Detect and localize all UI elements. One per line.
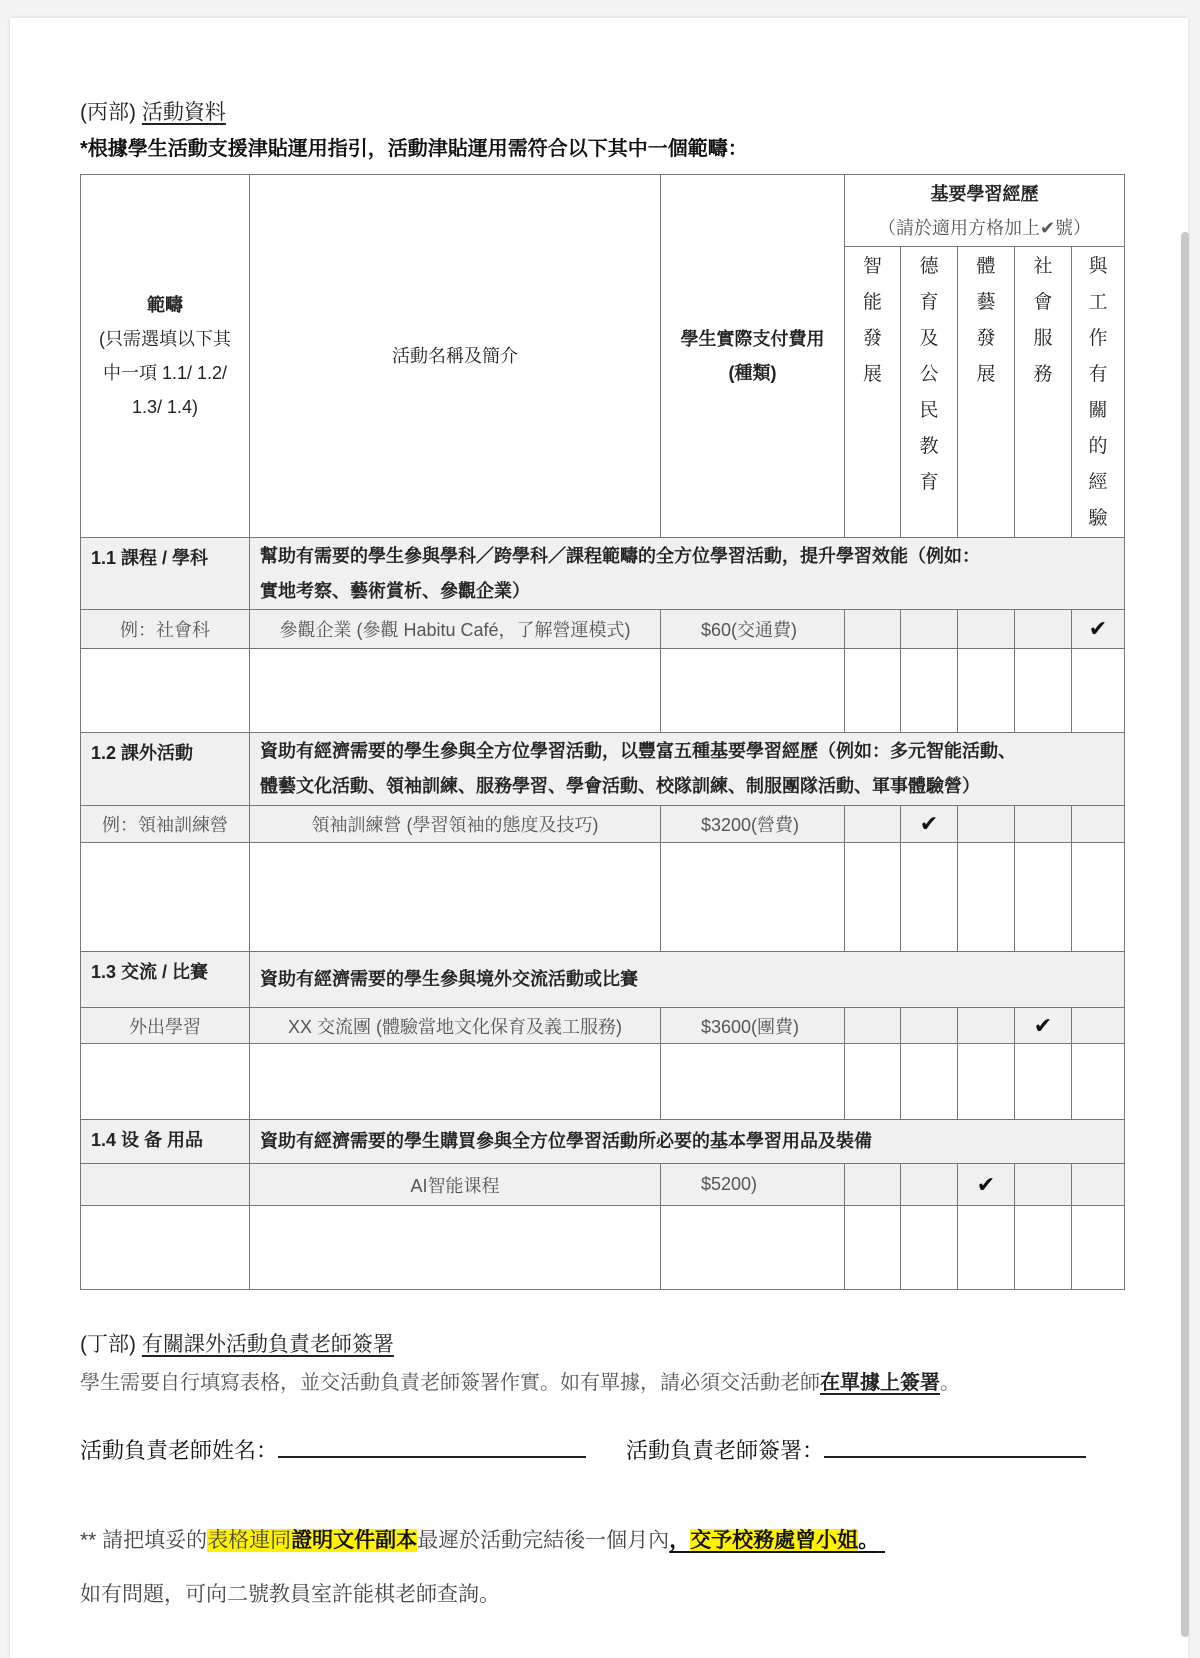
instruction-emphasis: 在單據上簽署 (820, 1372, 940, 1394)
checkbox-empty[interactable] (1072, 1008, 1125, 1044)
activity-table (80, 174, 1125, 1290)
checkbox-empty[interactable] (958, 610, 1015, 649)
experience-char: 德 (919, 256, 939, 277)
blank-cell[interactable] (845, 649, 901, 733)
blank-entry-row (81, 1206, 1125, 1290)
example-cost[interactable]: $60(交通費) (661, 610, 845, 649)
blank-cell[interactable] (845, 1044, 901, 1120)
experience-char: 民 (919, 400, 939, 421)
scrollbar[interactable] (1181, 232, 1189, 1637)
section-c-prefix: (丙部) (80, 101, 136, 124)
header-category-note: (只需選填以下其 (99, 329, 231, 349)
experience-char: 有 (1088, 364, 1108, 385)
experience-char: 藝 (976, 292, 996, 313)
checkbox-empty[interactable] (901, 1008, 958, 1044)
experience-char: 會 (1033, 292, 1053, 313)
section-header-row (81, 538, 1125, 610)
blank-cell[interactable] (1072, 843, 1125, 952)
section-d-title: 有關課外活動負責老師簽署 (141, 1333, 394, 1356)
header-activity: 活動名稱及簡介 (250, 175, 661, 538)
example-activity[interactable]: 領袖訓練營 (學習領袖的態度及技巧) (250, 806, 661, 843)
note-highlight-proof: 證明文件副本 (291, 1529, 418, 1552)
example-category[interactable]: 例：領袖訓練營 (81, 806, 250, 843)
header-cost-type: (種類) (728, 363, 777, 383)
blank-cell[interactable] (1015, 649, 1072, 733)
header-category-note: 中一項 1.1/ 1.2/ (102, 363, 228, 383)
blank-cell[interactable] (845, 1206, 901, 1290)
check-mark-icon: ✔ (976, 1171, 996, 1197)
blank-cell[interactable] (901, 1044, 958, 1120)
note-end: 。 (858, 1529, 880, 1552)
checkbox-empty[interactable] (1015, 806, 1072, 843)
contact-note: 如有問題，可向二號教員室許能棋老師查詢。 (80, 1583, 500, 1606)
instruction-body: 學生需要自行填寫表格，並交活動負責老師簽署作實。如有單據，請必須交活動老師 (80, 1372, 820, 1394)
instruction-text (80, 1366, 960, 1395)
experience-char: 社 (1033, 256, 1053, 277)
header-category (81, 175, 250, 538)
experience-char: 教 (919, 436, 939, 457)
teacher-name-field[interactable] (80, 1434, 586, 1465)
section-header-row (81, 952, 1125, 1008)
blank-cell[interactable] (661, 649, 845, 733)
blank-entry-row (81, 843, 1125, 952)
checkbox-checked[interactable] (1015, 1008, 1072, 1044)
header-experience-title: 基要學習經歷 (930, 183, 1039, 204)
example-cost[interactable]: $3200(營費) (661, 806, 845, 843)
checkbox-empty[interactable] (845, 1008, 901, 1044)
blank-cell[interactable] (958, 1206, 1015, 1290)
checkbox-checked[interactable] (958, 1164, 1015, 1206)
section-category: 1.4 设 备 用品 (81, 1120, 250, 1164)
header-experience-2 (958, 247, 1015, 538)
note-highlight-form: 表格連同 (207, 1529, 292, 1552)
checkbox-empty[interactable] (1015, 610, 1072, 649)
teacher-name-line[interactable] (278, 1434, 586, 1458)
header-experience (845, 175, 1125, 247)
blank-entry-row (81, 1044, 1125, 1120)
checkbox-empty[interactable] (845, 806, 901, 843)
experience-char: 智 (862, 256, 882, 277)
blank-cell[interactable] (661, 1044, 845, 1120)
experience-char: 發 (862, 328, 882, 349)
note-deadline: 最遲於活動完結後一個月內 (417, 1529, 670, 1552)
description-line: 資助有經濟需要的學生購買參與全方位學習活動所必要的基本學習用品及裝備 (260, 1131, 872, 1151)
checkbox-empty[interactable] (1072, 806, 1125, 843)
blank-cell[interactable] (1015, 843, 1072, 952)
header-category-title: 範疇 (147, 295, 183, 315)
blank-cell[interactable] (250, 1206, 661, 1290)
description-line: 幫助有需要的學生參與學科／跨學科／課程範疇的全方位學習活動，提升學習效能（例如： (260, 545, 980, 566)
section-d-heading (80, 1328, 394, 1358)
note-prefix: ** 請把填妥的 (80, 1529, 208, 1552)
check-mark-icon: ✔ (1088, 616, 1108, 641)
example-category[interactable] (81, 1164, 250, 1206)
blank-cell[interactable] (958, 649, 1015, 733)
header-experience-note: （請於適用方格加上✔號） (877, 217, 1092, 238)
description-line: 實地考察、藝術賞析、參觀企業） (260, 580, 530, 601)
note-comma: ， (669, 1529, 691, 1552)
experience-char: 的 (1088, 436, 1108, 457)
instruction-end: 。 (940, 1372, 960, 1394)
experience-char: 務 (1033, 364, 1053, 385)
experience-char: 展 (976, 364, 996, 385)
experience-char: 能 (862, 292, 882, 313)
checkbox-empty[interactable] (845, 1164, 901, 1206)
blank-cell[interactable] (661, 1206, 845, 1290)
checkbox-checked[interactable] (1072, 610, 1125, 649)
example-cost[interactable]: $3600(團費) (661, 1008, 845, 1044)
experience-char: 體 (976, 256, 996, 277)
blank-cell[interactable] (81, 1206, 250, 1290)
section-d-prefix: (丁部) (80, 1333, 136, 1356)
blank-cell[interactable] (661, 843, 845, 952)
example-category[interactable]: 外出學習 (81, 1008, 250, 1044)
experience-char: 公 (919, 364, 939, 385)
blank-cell[interactable] (1015, 1206, 1072, 1290)
blank-cell[interactable] (250, 1044, 661, 1120)
header-cost (661, 175, 845, 538)
checkbox-empty[interactable] (845, 610, 901, 649)
teacher-name-label: 活動負責老師姓名： (80, 1438, 279, 1463)
blank-cell[interactable] (1072, 1206, 1125, 1290)
section-description (250, 1120, 1125, 1164)
description-line: 資助有經濟需要的學生參與境外交流活動或比賽 (260, 969, 638, 989)
section-category: 1.1 課程 / 學科 (81, 538, 250, 610)
blank-cell[interactable] (81, 843, 250, 952)
header-category-note: 1.3/ 1.4) (131, 397, 199, 417)
section-description (250, 733, 1125, 806)
checkbox-empty[interactable] (958, 1008, 1015, 1044)
blank-entry-row (81, 649, 1125, 733)
example-activity[interactable]: AI智能课程 (250, 1164, 661, 1206)
blank-cell[interactable] (958, 843, 1015, 952)
checkbox-empty[interactable] (1072, 1164, 1125, 1206)
header-experience-4 (1072, 247, 1125, 538)
checkbox-empty[interactable] (1015, 1164, 1072, 1206)
description-line: 體藝文化活動、領袖訓練、服務學習、學會活動、校隊訓練、制服團隊活動、軍事體驗營） (260, 776, 980, 796)
experience-char: 及 (919, 328, 939, 349)
header-experience-1 (901, 247, 958, 538)
example-category[interactable]: 例：社會科 (81, 610, 250, 649)
section-header-row (81, 733, 1125, 806)
blank-cell[interactable] (1072, 1044, 1125, 1120)
section-description (250, 538, 1125, 610)
example-cost[interactable]: $5200) (661, 1164, 845, 1206)
guideline-note: *根據學生活動支援津貼運用指引，活動津貼運用需符合以下其中一個範疇： (80, 138, 748, 160)
check-mark-icon: ✔ (919, 811, 939, 836)
note-highlight-recipient: 交予校務處曾小姐 (690, 1529, 859, 1552)
submission-note (80, 1524, 885, 1554)
example-row (81, 1164, 1125, 1206)
experience-char: 與 (1088, 256, 1108, 277)
example-activity[interactable]: XX 交流團 (體驗當地文化保育及義工服務) (250, 1008, 661, 1044)
blank-cell[interactable] (1015, 1044, 1072, 1120)
header-cost-title: 學生實際支付費用 (680, 329, 825, 349)
experience-char: 作 (1088, 328, 1108, 349)
teacher-signature-label: 活動負責老師簽署： (626, 1438, 825, 1463)
experience-char: 關 (1088, 400, 1108, 421)
blank-cell[interactable] (901, 649, 958, 733)
experience-char: 服 (1033, 328, 1053, 349)
section-c-heading (80, 96, 226, 126)
blank-cell[interactable] (81, 649, 250, 733)
example-row (81, 1008, 1125, 1044)
blank-cell[interactable] (845, 843, 901, 952)
checkbox-checked[interactable] (901, 806, 958, 843)
checkbox-empty[interactable] (958, 806, 1015, 843)
example-row (81, 806, 1125, 843)
blank-cell[interactable] (250, 843, 661, 952)
blank-cell[interactable] (250, 649, 661, 733)
section-category: 1.3 交流 / 比賽 (81, 952, 250, 1008)
description-line: 資助有經濟需要的學生參與全方位學習活動，以豐富五種基要學習經歷（例如：多元智能活動、 (260, 741, 1016, 761)
experience-char: 育 (919, 472, 939, 493)
experience-char: 展 (862, 364, 882, 385)
section-header-row (81, 1120, 1125, 1164)
check-mark-icon: ✔ (1033, 1012, 1053, 1038)
experience-char: 工 (1088, 292, 1108, 313)
header-experience-3 (1015, 247, 1072, 538)
blank-cell[interactable] (958, 1044, 1015, 1120)
checkbox-empty[interactable] (901, 1164, 958, 1206)
blank-cell[interactable] (81, 1044, 250, 1120)
experience-char: 發 (976, 328, 996, 349)
blank-cell[interactable] (901, 843, 958, 952)
example-row (81, 610, 1125, 649)
experience-char: 經 (1088, 472, 1108, 493)
header-experience-0 (845, 247, 901, 538)
blank-cell[interactable] (1072, 649, 1125, 733)
example-activity[interactable]: 參觀企業 (參觀 Habitu Café，了解營運模式) (250, 610, 661, 649)
section-description (250, 952, 1125, 1008)
blank-cell[interactable] (901, 1206, 958, 1290)
section-c-title: 活動資料 (141, 101, 226, 124)
section-category: 1.2 課外活動 (81, 733, 250, 806)
experience-char: 驗 (1088, 508, 1108, 529)
teacher-signature-field[interactable] (626, 1434, 1086, 1465)
experience-char: 育 (919, 292, 939, 313)
checkbox-empty[interactable] (901, 610, 958, 649)
teacher-signature-line[interactable] (824, 1434, 1086, 1458)
